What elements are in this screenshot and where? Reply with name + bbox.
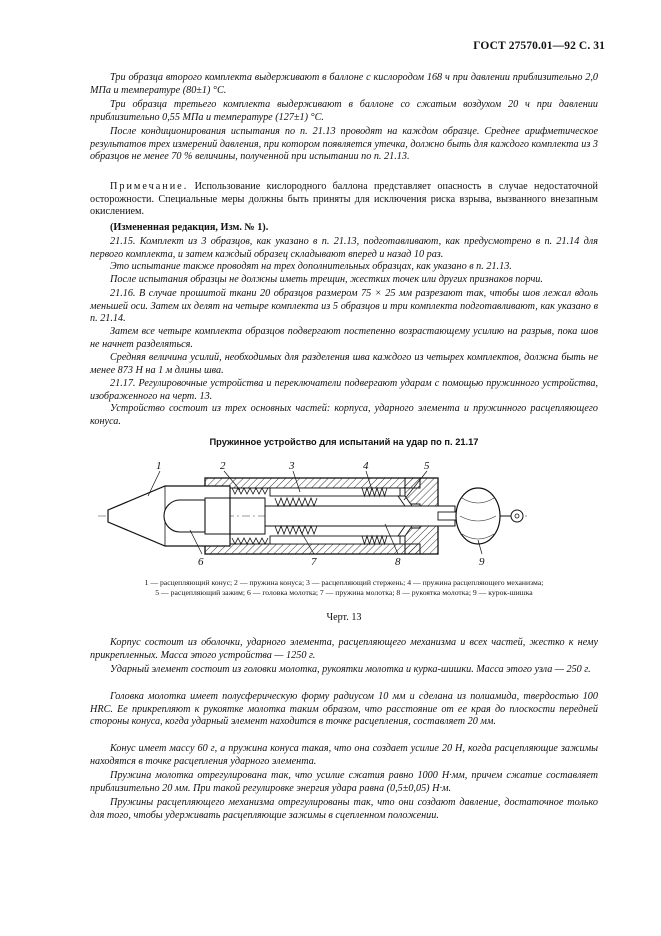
paragraph: Пружины расцепляющего механизма отрегулированы так, что они создают давление, достаточное только для того, чтобы удерживать расцепляющие зажимы в сцепленном положении. xyxy=(90,797,598,821)
part-number: 6 xyxy=(198,556,204,568)
paragraph: Головка молотка имеет полусферическую форму радиусом 10 мм и сделана из полиамида, твердостью 100 HRC. Ее прикрепляют к рукоятке молотка таким образом, что расстояние от ее края до плоскости передней стороны конуса, когда ударный элемент находится в точке расцепления, составляет 20 мм. xyxy=(90,691,598,728)
paragraph: Это испытание также проводят на трех дополнительных образцах, как указано в п. 21.13. xyxy=(110,261,512,272)
paragraph: Средняя величина усилий, необходимых для разделения шва каждого из четырех комплектов, должна быть не менее 873 Н на 1 м длины шва. xyxy=(90,352,598,376)
figure-legend xyxy=(90,578,598,598)
part-number: 1 xyxy=(156,460,162,472)
part-number: 2 xyxy=(220,460,226,472)
figure-caption: Черт. 13 xyxy=(326,612,362,623)
part-number: 3 xyxy=(289,460,295,472)
paragraph: Устройство состоит из трех основных частей: корпуса, ударного элемента и пружинного расцепляющего конуса. xyxy=(90,403,598,427)
part-number: 9 xyxy=(479,556,485,568)
part-number: 7 xyxy=(311,556,317,568)
hammer-spring xyxy=(275,498,317,506)
paragraph: Затем все четыре комплекта образцов подвергают постепенно возрастающему усилию на разрыв, пока шов не начнет разделяться. xyxy=(90,326,598,350)
paragraph: 21.15. Комплект из 3 образцов, как указано в п. 21.13, подготавливают, как предусмотрено в п. 21.14 для первого комплекта, и затем каждый образец складывают вперед и назад 10 раз. xyxy=(90,236,598,260)
cone-spring xyxy=(232,488,268,494)
part-number: 5 xyxy=(424,460,430,472)
part-number: 4 xyxy=(363,460,369,472)
figure-title: Пружинное устройство для испытаний на удар по п. 21.17 xyxy=(209,437,479,447)
hammer-spring-lower xyxy=(275,526,317,534)
paragraph: 21.16. В случае прошитой ткани 20 образцов размером 75 × 25 мм разрезают так, чтобы шов лежал вдоль меньшей оси. Затем их делят на четыре комплекта из 5 образцов и три комплекта подготавливают, как указано в п. 21.14. xyxy=(90,288,598,325)
note-label: Примечание. xyxy=(110,181,189,192)
paragraph: Конус имеет массу 60 г, а пружина конуса такая, что она создает усилие 20 Н, когда расцепляющие зажимы находятся в точке расцепления ударного элемента. xyxy=(90,743,598,767)
hammer-head xyxy=(164,500,205,532)
hammer-handle xyxy=(265,506,455,526)
paragraph: После кондиционирования испытания по п. 21.13 проводят на каждом образце. Среднее арифметическое результатов трех измерений давления, при котором появляется утечка, должно быть для каждого комплекта из 3 образцов не менее 70 % величины, полученной при испытании по п. 21.13. xyxy=(90,126,598,163)
trigger-knob xyxy=(456,488,523,544)
amendment-note: (Измененная редакция, Изм. № 1). xyxy=(110,222,269,233)
legend-line: 1 — расцепляющий конус; 2 — пружина конуса; 3 — расцепляющий стержень; 4 — пружина расцепляющего механизма; xyxy=(144,578,544,587)
part-number: 8 xyxy=(395,556,401,568)
paragraph: Ударный элемент состоит из головки молотка, рукоятки молотка и курка-шишки. Масса этого узла — 250 г. xyxy=(110,664,591,675)
paragraph: Корпус состоит из оболочки, ударного элемента, расцепляющего механизма и всех частей, жестко к нему прикрепленных. Масса этого устройства — 1250 г. xyxy=(90,637,598,661)
cone-spring-lower xyxy=(232,538,268,544)
legend-line: 5 — расцепляющий зажим; 6 — головка молотка; 7 — пружина молотка; 8 — рукоятка молотка; 9 — курок-шишка xyxy=(155,588,533,597)
page-header: ГОСТ 27570.01—92 С. 31 xyxy=(473,40,605,52)
paragraph: 21.17. Регулировочные устройства и переключатели подвергают ударам с помощью пружинного устройства, изображенного на черт. 13. xyxy=(90,378,598,402)
paragraph: После испытания образцы не должны иметь трещин, жестких точек или других признаков порчи. xyxy=(110,274,543,285)
paragraph: Три образца третьего комплекта выдерживают в баллоне со сжатым воздухом 20 ч при давлении приблизительно 0,55 МПа и температуре (127±1) °С. xyxy=(90,99,598,123)
note-text: Использование кислородного баллона представляет опасность в случае недостаточной осторожности. Специальные меры должны быть приняты для исключения риска взрыва, вызванного внезапным окислением. xyxy=(90,181,599,218)
paragraph: Три образца второго комплекта выдерживают в баллоне с кислородом 168 ч при давлении приблизительно 2,0 МПа и температуре (80±1) °С. xyxy=(90,72,598,96)
paragraph: Пружина молотка отрегулирована так, что усилие сжатия равно 1000 Н·мм, причем сжатие составляет приблизительно 20 мм. При такой регулировке энергия удара равна (0,5±0,05) Н·м. xyxy=(90,770,598,794)
